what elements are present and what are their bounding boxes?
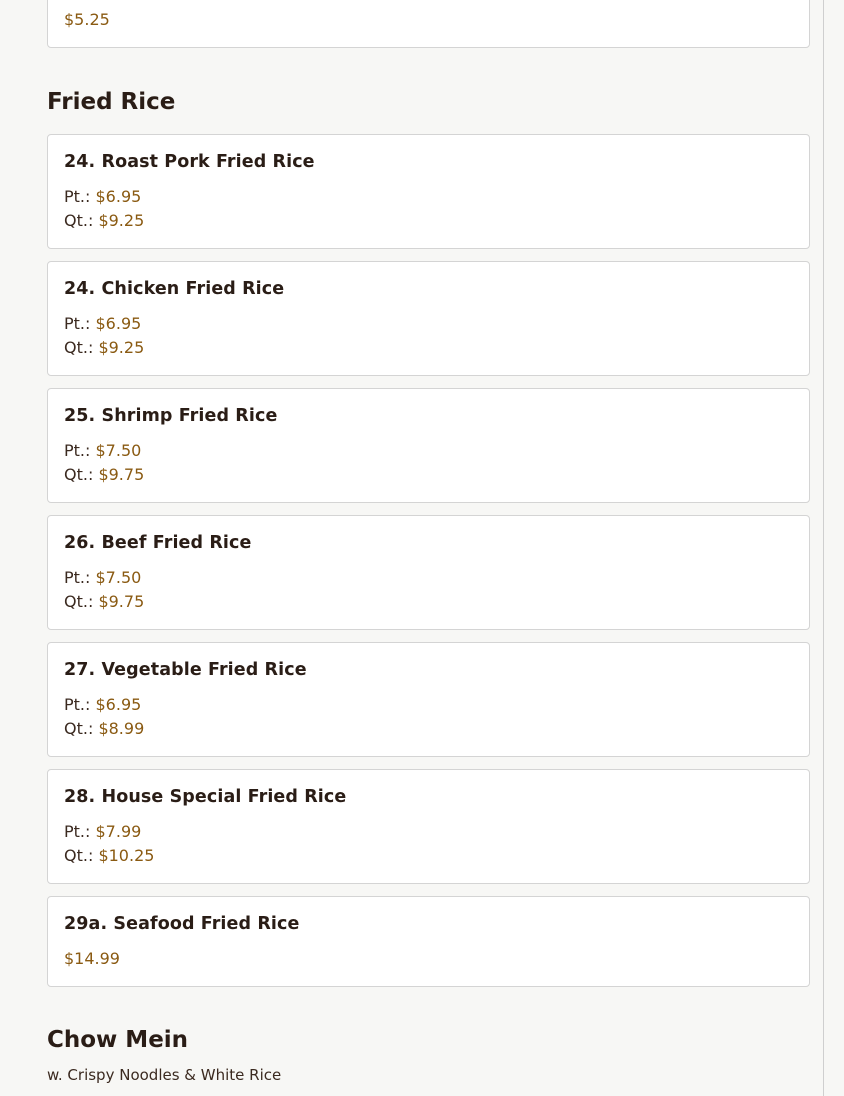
pint-price-line: [64, 695, 141, 714]
quart-price: $8.99: [98, 719, 145, 738]
pint-price-line: [64, 187, 141, 206]
quart-price-line: [64, 211, 144, 230]
pint-label: Pt.:: [64, 187, 91, 206]
quart-label: Qt.:: [64, 211, 94, 230]
menu-item-card[interactable]: [47, 0, 810, 48]
quart-price-line: [64, 846, 154, 865]
pint-price: $6.95: [95, 695, 142, 714]
pint-price: $7.50: [95, 568, 142, 587]
item-name: 24. Roast Pork Fried Rice: [64, 152, 315, 172]
item-name: 29a. Seafood Fried Rice: [64, 914, 300, 934]
item-name: 28. House Special Fried Rice: [64, 787, 347, 807]
pint-price: $7.50: [95, 441, 142, 460]
quart-price: $9.75: [98, 592, 145, 611]
pint-label: Pt.:: [64, 314, 91, 333]
quart-label: Qt.:: [64, 338, 94, 357]
menu-item-card[interactable]: [47, 515, 810, 630]
section-title-fried-rice: Fried Rice: [47, 89, 176, 115]
pint-price-line: [64, 441, 141, 460]
quart-price: $9.25: [98, 211, 145, 230]
menu-item-card[interactable]: [47, 134, 810, 249]
item-name: 25. Shrimp Fried Rice: [64, 406, 278, 426]
quart-label: Qt.:: [64, 719, 94, 738]
pint-price: $6.95: [95, 314, 142, 333]
pint-price: $7.99: [95, 822, 142, 841]
quart-label: Qt.:: [64, 592, 94, 611]
quart-price-line: [64, 338, 144, 357]
quart-price: $9.25: [98, 338, 145, 357]
pint-label: Pt.:: [64, 822, 91, 841]
menu-item-card[interactable]: [47, 896, 810, 987]
quart-price-line: [64, 719, 144, 738]
menu-item-card[interactable]: [47, 642, 810, 757]
quart-price-line: [64, 465, 144, 484]
item-name: 26. Beef Fried Rice: [64, 533, 252, 553]
pint-label: Pt.:: [64, 695, 91, 714]
quart-price-line: [64, 592, 144, 611]
pint-label: Pt.:: [64, 568, 91, 587]
item-price: $5.25: [64, 10, 110, 29]
quart-price: $10.25: [98, 846, 155, 865]
pint-price: $6.95: [95, 187, 142, 206]
menu-item-card[interactable]: [47, 769, 810, 884]
menu-item-card[interactable]: [47, 261, 810, 376]
quart-label: Qt.:: [64, 465, 94, 484]
item-name: 24. Chicken Fried Rice: [64, 279, 285, 299]
section-title-chow-mein: Chow Mein: [47, 1027, 189, 1053]
section-subtitle: w. Crispy Noodles & White Rice: [47, 1066, 282, 1084]
item-name: 27. Vegetable Fried Rice: [64, 660, 307, 680]
quart-price: $9.75: [98, 465, 145, 484]
pint-price-line: [64, 568, 141, 587]
quart-label: Qt.:: [64, 846, 94, 865]
scrollbar-track[interactable]: [823, 0, 824, 1096]
pint-price-line: [64, 822, 141, 841]
menu-item-card[interactable]: [47, 388, 810, 503]
pint-price-line: [64, 314, 141, 333]
pint-label: Pt.:: [64, 441, 91, 460]
item-price: $14.99: [64, 949, 120, 968]
